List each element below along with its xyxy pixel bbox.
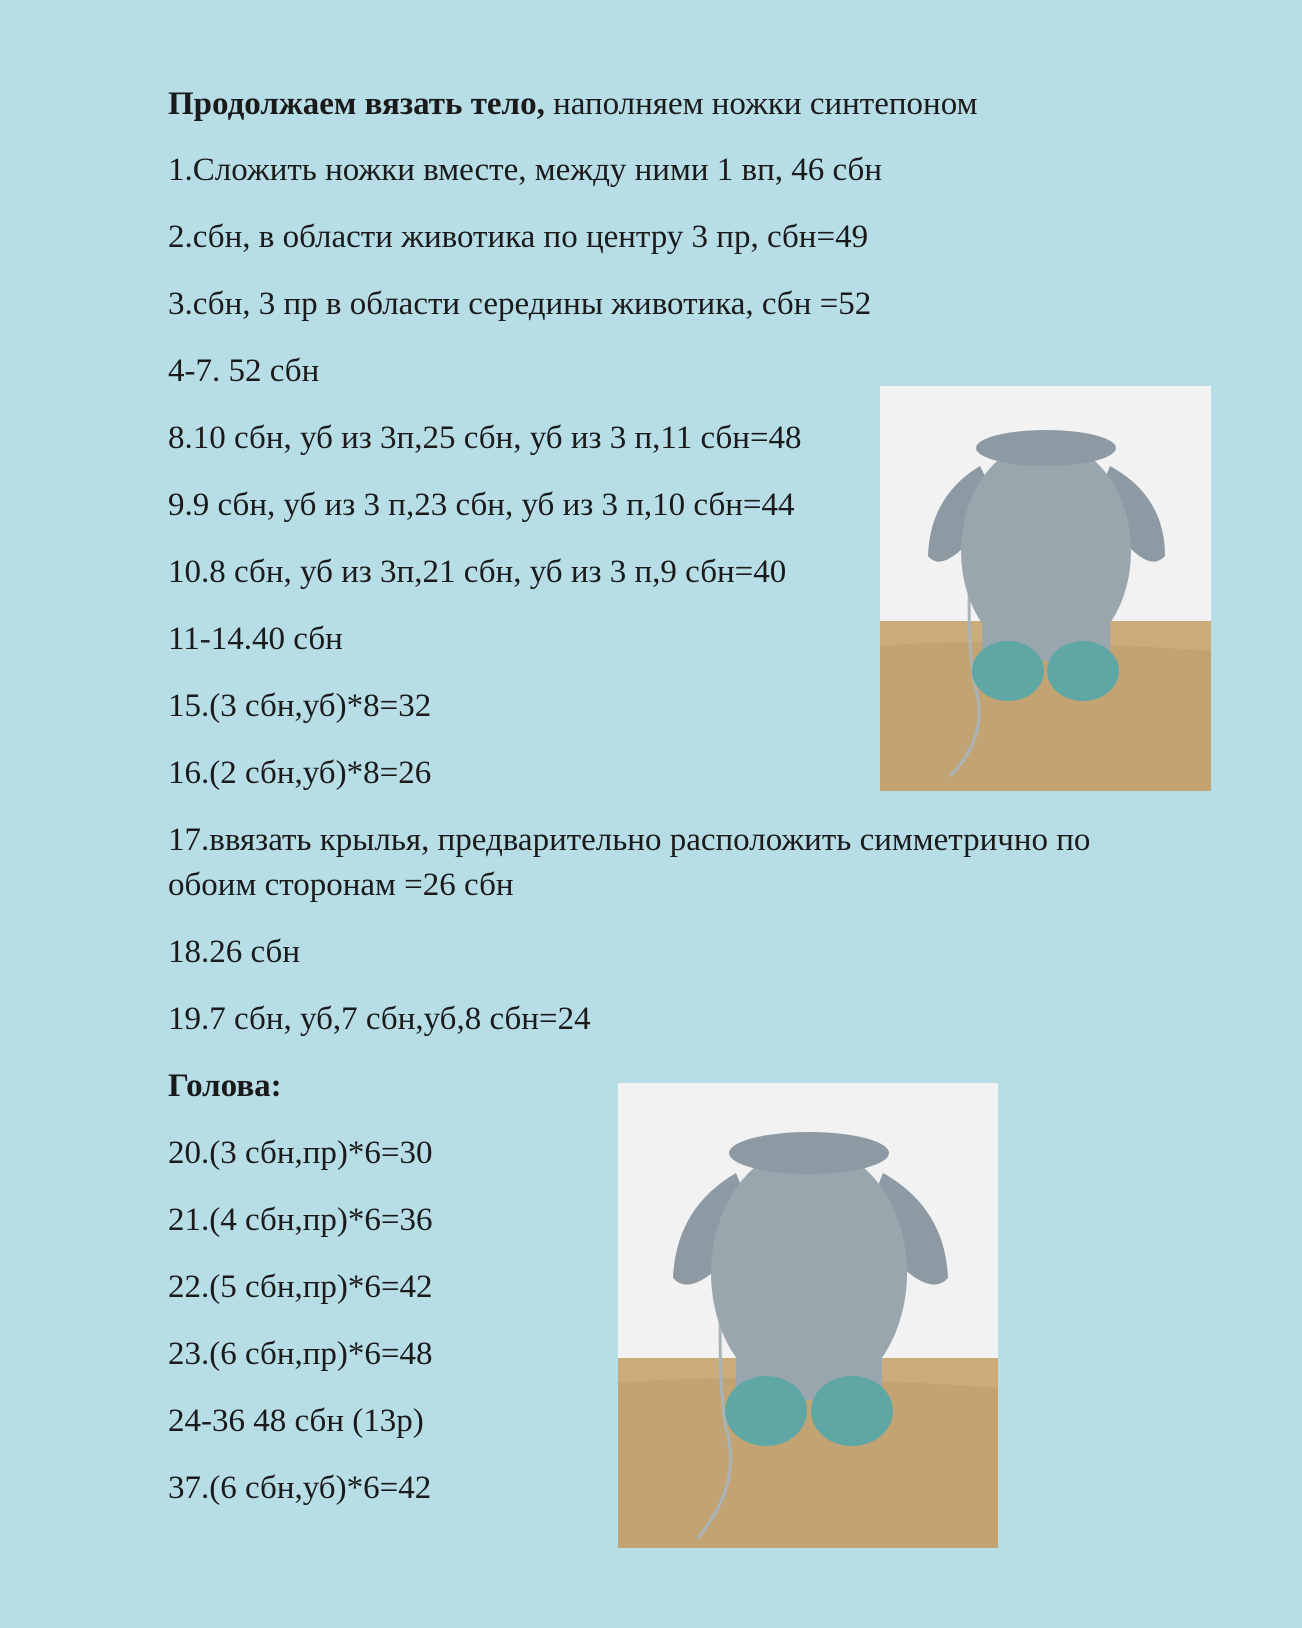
intro-rest: наполняем ножки синтепоном bbox=[544, 86, 978, 122]
row-22: 22.(5 сбн,пр)*6=42 bbox=[168, 1269, 433, 1305]
row-1: 1.Сложить ножки вместе, между ними 1 вп, 46 сбн bbox=[168, 152, 882, 188]
toy-photo-top-illustration bbox=[880, 386, 1211, 791]
row-2: 2.сбн, в области животика по центру 3 пр, сбн=49 bbox=[168, 219, 869, 255]
intro-bold: Продолжаем вязать тело, bbox=[168, 86, 545, 122]
toy-photo-bottom-illustration bbox=[618, 1083, 998, 1548]
intro-line bbox=[168, 84, 977, 124]
row-3: 3.сбн, 3 пр в области середины животика, сбн =52 bbox=[168, 286, 872, 322]
toy-photo-bottom bbox=[618, 1083, 998, 1548]
row-8: 8.10 сбн, уб из 3п,25 сбн, уб из 3 п,11 сбн=48 bbox=[168, 420, 802, 456]
row-24-36: 24-36 48 сбн (13р) bbox=[168, 1403, 424, 1439]
row-11-14: 11-14.40 сбн bbox=[168, 621, 343, 657]
row-19: 19.7 сбн, уб,7 сбн,уб,8 сбн=24 bbox=[168, 1001, 591, 1037]
row-18: 18.26 сбн bbox=[168, 934, 300, 970]
row-10: 10.8 сбн, уб из 3п,21 сбн, уб из 3 п,9 сбн=40 bbox=[168, 554, 787, 590]
row-37: 37.(6 сбн,уб)*6=42 bbox=[168, 1470, 432, 1506]
row-20: 20.(3 сбн,пр)*6=30 bbox=[168, 1135, 433, 1171]
toy-photo-top bbox=[880, 386, 1211, 791]
row-23: 23.(6 сбн,пр)*6=48 bbox=[168, 1336, 433, 1372]
head-title: Голова: bbox=[168, 1068, 282, 1104]
row-4-7: 4-7. 52 сбн bbox=[168, 353, 320, 389]
row-16: 16.(2 сбн,уб)*8=26 bbox=[168, 755, 432, 791]
row-21: 21.(4 сбн,пр)*6=36 bbox=[168, 1202, 433, 1238]
row-15: 15.(3 сбн,уб)*8=32 bbox=[168, 688, 432, 724]
row-17: 17.ввязать крылья, предварительно расположить симметрично по bbox=[168, 822, 1091, 858]
row-9: 9.9 сбн, уб из 3 п,23 сбн, уб из 3 п,10 сбн=44 bbox=[168, 487, 795, 523]
row-17-cont: обоим сторонам =26 сбн bbox=[168, 867, 514, 903]
